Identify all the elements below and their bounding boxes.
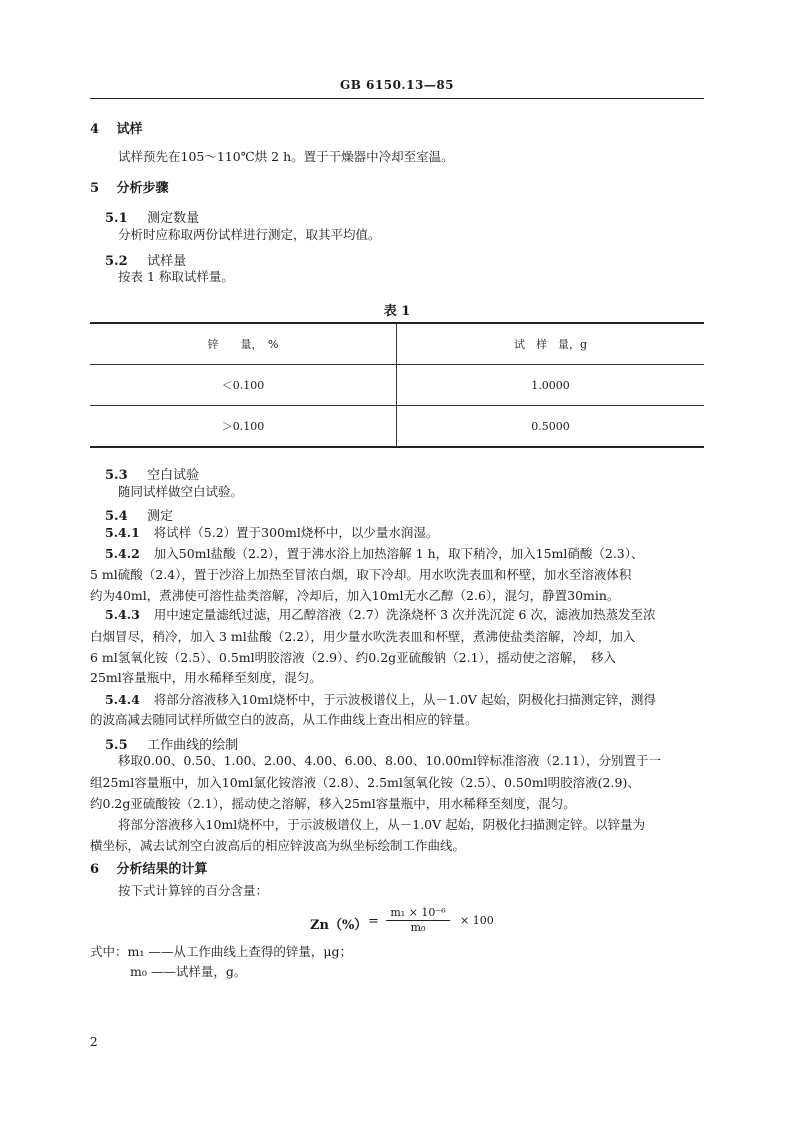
section-5-1-text: 分析时应称取两份试样进行测定，取其平均值。 [118,227,381,242]
formula-fraction [386,906,450,934]
section-4-heading [90,118,143,137]
section-5-2-text: 按表 1 称取试样量。 [118,269,234,284]
formula-numerator: m₁ × 10⁻⁶ [386,906,450,921]
section-5-2-title: 试样量 [147,254,187,269]
table-1-caption: 表 1 [383,304,411,319]
table-1 [90,322,704,448]
section-5-4-1-number: 5.4.1 [105,525,140,540]
section-5-4-4-number: 5.4.4 [105,692,140,707]
formula-where-line2: m₀ ——试样量，g。 [130,964,247,979]
page-number: 2 [90,1035,98,1049]
section-5-3-number: 5.3 [105,468,128,483]
section-6-title: 分析结果的计算 [116,862,208,877]
section-5-2-number: 5.2 [105,254,128,269]
section-5-4-2-number: 5.4.2 [105,546,140,561]
table-row [90,406,704,448]
table-cell: ＞0.100 [90,406,397,448]
section-5-1-number: 5.1 [105,211,128,226]
section-5-number: 5 [90,181,100,196]
section-5-5-line2: 组25ml容量瓶中，加入10ml氯化铵溶液（2.8）、2.5ml氢氧化铵（2.5）、0.50ml明胶溶液(2.9)、 [90,775,640,790]
table-header-zinc: 锌 量， % [90,323,397,365]
formula-denominator: m₀ [410,921,426,934]
section-5-4-3-line3: 6 ml氢氧化铵（2.5）、0.5ml明胶溶液（2.9）、约0.2g亚硫酸钠（2.1），摇动使之溶解， 移入 [90,650,617,665]
section-5-1-title: 测定数量 [147,211,200,226]
section-5-4-3-line4: 25ml容量瓶中，用水稀释至刻度，混匀。 [90,670,322,685]
section-5-4-4-line2: 的波高减去随同试样所做空白的波高，从工作曲线上查出相应的锌量。 [90,712,478,727]
section-5-4-4-body: 将部分溶液移入10ml烧杯中，于示波极谱仪上，从－1.0V 起始，阴极化扫描测定锌，测得 [153,692,656,707]
formula-equals: = [368,914,379,929]
standard-number-header: GB 6150.13—85 [339,78,455,92]
section-5-3-title: 空白试验 [147,468,200,483]
section-4-number: 4 [90,122,100,137]
section-5-4-2-line3: 约为40ml，煮沸使可溶性盐类溶解，冷却后，加入10ml无水乙醇（2.6），混匀，静置30min。 [90,588,620,603]
section-5-4-1-body: 将试样（5.2）置于300ml烧杯中，以少量水润湿。 [153,525,439,540]
section-5-4-number: 5.4 [105,509,128,524]
table-row [90,365,704,406]
section-5-5-title: 工作曲线的绘制 [147,738,239,753]
formula-where-line1: 式中：m₁ ——从工作曲线上查得的锌量，μg； [90,944,352,959]
section-5-heading [90,177,169,196]
table-cell: 0.5000 [397,406,705,448]
section-5-5-line4: 将部分溶液移入10ml烧杯中，于示波极谱仪上，从－1.0V 起始，阴极化扫描测定锌。以锌量为 [118,817,646,832]
section-5-title: 分析步骤 [116,181,169,196]
table-cell: ＜0.100 [90,365,397,406]
table-header-row [90,323,704,365]
section-5-5-line5: 横坐标，减去试剂空白波高后的相应锌波高为纵坐标绘制工作曲线。 [90,838,466,853]
section-5-4-3-line2: 白烟冒尽，稍冷，加入 3 ml盐酸（2.2），用少量水吹洗表皿和杯壁，煮沸使盐类溶解，冷却，加入 [90,629,636,644]
section-5-4-title: 测定 [147,509,174,524]
section-5-5-number: 5.5 [105,738,128,753]
section-5-4-3-line1 [105,603,655,627]
formula-multiplier: × 100 [460,914,494,927]
section-5-5-line1: 移取0.00、0.50、1.00、2.00、4.00、6.00、8.00、10.00ml锌标准溶液（2.11），分别置于一 [118,753,662,768]
section-4-title: 试样 [116,122,143,137]
section-5-4-2-line2: 5 ml硫酸（2.4），置于沙浴上加热至冒浓白烟，取下冷却。用水吹洗表皿和杯壁，加水至溶液体积 [90,567,632,582]
header-rule [90,98,704,99]
section-5-3-text: 随同试样做空白试验。 [118,484,244,499]
table-header-sample-mass: 试 样 量，g [397,323,705,365]
formula-lhs: Zn（%） [310,918,368,933]
section-6-heading [90,858,208,877]
section-5-4-2-body: 加入50ml盐酸（2.2），置于沸水浴上加热溶解 1 h，取下稍冷，加入15ml硝酸（2.3）、 [153,546,644,561]
section-5-4-3-number: 5.4.3 [105,607,140,622]
section-5-4-3-body: 用中速定量滤纸过滤，用乙醇溶液（2.7）洗涤烧杯 3 次并洗沉淀 6 次，滤液加热蒸发至浓 [153,607,656,622]
section-6-number: 6 [90,862,100,877]
table-cell: 1.0000 [397,365,705,406]
section-6-intro: 按下式计算锌的百分含量： [118,883,269,898]
section-5-5-line3: 约0.2g亚硫酸铵（2.1），摇动使之溶解，移入25ml容量瓶中，用水稀释至刻度，混匀。 [90,796,576,811]
section-4-text: 试样预先在105～110℃烘 2 h。置于干燥器中冷却至室温。 [118,149,454,164]
